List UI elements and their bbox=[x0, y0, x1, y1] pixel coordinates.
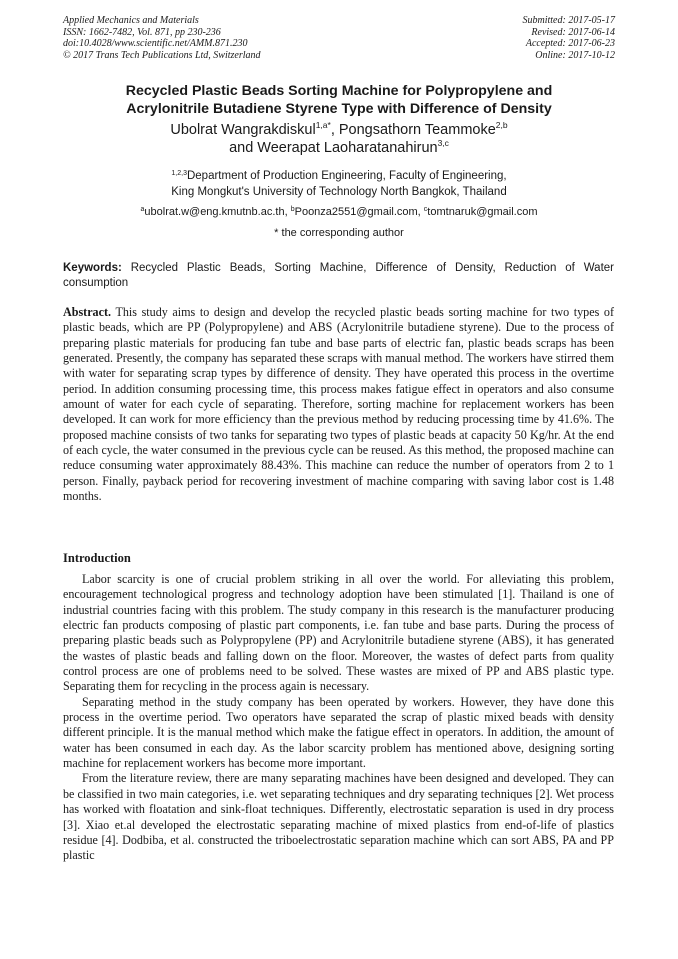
intro-paragraph-3: From the literature review, there are many separating machines have been designed and developed. They can be classified in two main categories, i.e. wet separating techniques and dry separating techniques [2]. Wet process has worked with floatation and sink-float techniques. Differently, electrostatic separation is used in dry process [3]. Xiao et.al developed the electrostatic separating machine of mixed plastics from end-of-life of plastics residue [4]. Dodbiba, et al. constructed the triboelectrostatic separation machine which can sort ABS, PA and PP plastic bbox=[63, 771, 614, 863]
author-3: and Weerapat Laoharatanahirun bbox=[229, 140, 438, 156]
title-line-1: Recycled Plastic Beads Sorting Machine for Polypropylene and bbox=[125, 83, 553, 99]
keywords-label: Keywords: bbox=[63, 262, 122, 274]
email-c: tomtnaruk@gmail.com bbox=[427, 206, 538, 218]
introduction-heading: Introduction bbox=[63, 551, 131, 565]
keywords-section bbox=[63, 261, 614, 291]
journal-doi: doi:10.4028/www.scientific.net/AMM.871.230 bbox=[63, 38, 248, 49]
author-emails: $^a$ubolrat.w@eng.kmutnb.ac.th, $^b$Poonza2551@gmail.com, $^c$tomtnaruk@gmail.com bbox=[140, 206, 538, 218]
paper-title bbox=[40, 82, 638, 118]
author-2-marker: 2,b bbox=[495, 120, 508, 130]
author-1: Ubolrat Wangrakdiskul bbox=[170, 122, 316, 138]
date-submitted: Submitted: 2017-05-17 bbox=[522, 15, 615, 26]
journal-name: Applied Mechanics and Materials bbox=[63, 15, 199, 26]
abstract-section bbox=[63, 305, 614, 504]
introduction-body bbox=[63, 572, 614, 864]
abstract-text: This study aims to design and develop the recycled plastic beads sorting machine for two types of plastic beads, which are PP (Polypropylene) and ABS (Acrylonitrile butadiene styrene). Due to the process of preparing plastic materials for producing fan tube and base parts of electric fan, plastic beads scraps has been generated. Presently, the company has separated these scraps with manual method. The workers have stirred them with water for separating scrap types by difference of density. They have operated this process in the overtime period. In addition consuming processing time, this process makes fatigue effect in operators and also consume amount of water for each cycle of separating. Therefore, sorting machine for replacement workers has been developed. It can work for more efficiency than the previous method by reducing processing time by 41.6%. The proposed machine consists of two tanks for separating two types of plastic beads at capacity 50 Kg/hr. At the end of each cycle, the water consumed in the previous cycle can be reused. As this method, the proposed machine can reduce consuming water approximately 88.43%. This machine can reduce the number of operators from 2 to 1 person. Finally, payback period for recovering investment of machine comparing with saving labor cost is 1.48 months. bbox=[63, 305, 614, 504]
date-accepted: Accepted: 2017-06-23 bbox=[525, 38, 615, 49]
title-line-2: Acrylonitrile Butadiene Styrene Type with Difference of Density bbox=[126, 101, 552, 117]
author-1-marker: 1,a* bbox=[315, 120, 331, 130]
affiliation-marker: 1,2,3 bbox=[171, 170, 187, 177]
journal-copyright: © 2017 Trans Tech Publications Ltd, Switzerland bbox=[63, 49, 261, 61]
authors-line-1: Ubolrat Wangrakdiskul$^{1,a*}$, Pongsathorn Teammoke$^{2,b}$ bbox=[170, 120, 508, 138]
journal-issn: ISSN: 1662-7482, Vol. 871, pp 230-236 bbox=[63, 26, 221, 38]
affiliation-line-1: $^{1,2,3}$Department of Production Engineering, Faculty of Engineering, bbox=[171, 170, 507, 182]
affiliation bbox=[40, 168, 638, 200]
date-revised: Revised: 2017-06-14 bbox=[531, 26, 615, 38]
keywords-text: Recycled Plastic Beads, Sorting Machine, Difference of Density, Reduction of Water consumption bbox=[63, 262, 615, 289]
intro-paragraph-2: Separating method in the study company has been operated by workers. However, they have done this process in the overtime period. Two operators have separated the scrap of plastic mixed beads with density different principle. It is the manual method which make the fatigue effect in operators. In addition, the amount of water has been consumed in each day. As the labor scarcity problem has mentioned above, designing sorting machine for replacement workers has become more important. bbox=[63, 694, 614, 771]
corresponding-author-note: * the corresponding author bbox=[274, 227, 404, 239]
authors-line-2 bbox=[40, 139, 638, 157]
publication-dates bbox=[523, 15, 616, 61]
date-online: Online: 2017-10-12 bbox=[535, 49, 615, 61]
journal-info bbox=[63, 15, 261, 61]
affiliation-line-2: King Mongkut's University of Technology North Bangkok, Thailand bbox=[171, 186, 507, 198]
author-2: Pongsathorn Teammoke bbox=[338, 122, 496, 138]
author-3-marker: 3,c bbox=[437, 138, 449, 148]
author-list bbox=[40, 121, 638, 157]
abstract-label: Abstract. bbox=[63, 305, 112, 319]
email-b: Poonza2551@gmail.com, bbox=[294, 206, 424, 218]
intro-paragraph-1: Labor scarcity is one of crucial problem striking in all over the world. For alleviating this problem, encouragement technological progress and technology adoption have been stimulated [1]. Thailand is one of industrial countries facing with this problem. The study company in this research is the manufacturer producing electric fan products composing of plastic part components, i.e. fan tube and base parts. During the process of preparing plastic beads such as Polypropylene (PP) and Acrylonitrile butadiene styrene (ABS), it has generated the wastes of plastic beads and falling down on the floor. Moreover, the wastes of defect parts from quality control process are one of problems need to be solved. These wastes are mixed of PP and ABS plastic type. Separating them for recycling in the process again is necessary. bbox=[63, 572, 614, 694]
email-a: ubolrat.w@eng.kmutnb.ac.th, bbox=[144, 206, 291, 218]
